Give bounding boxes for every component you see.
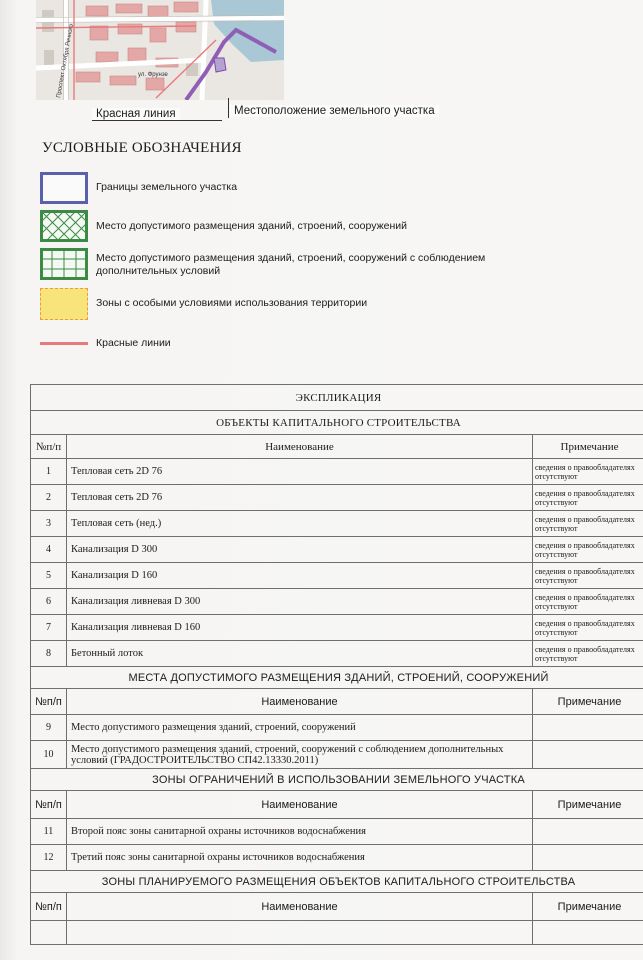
row-number: 5 — [31, 563, 67, 589]
section-title: ОБЪЕКТЫ КАПИТАЛЬНОГО СТРОИТЕЛЬСТВА — [31, 411, 643, 435]
table-row — [31, 641, 643, 667]
legend-title: УСЛОВНЫЕ ОБОЗНАЧЕНИЯ — [42, 140, 242, 156]
col-header-number: №п/п — [31, 893, 67, 921]
row-name: Канализация D 300 — [67, 537, 533, 563]
plot-boundary-swatch — [40, 172, 88, 204]
row-name: Третий пояс зоны санитарной охраны источников водоснабжения — [67, 845, 533, 871]
col-header-name: Наименование — [67, 791, 533, 819]
section-title: ЗОНЫ ОГРАНИЧЕНИЙ В ИСПОЛЬЗОВАНИИ ЗЕМЕЛЬНОГО УЧАСТКА — [31, 769, 643, 791]
row-name — [67, 921, 533, 945]
table-row — [31, 615, 643, 641]
map-excerpt — [36, 0, 284, 100]
row-note: сведения о правообладателях отсутствуют — [533, 459, 643, 485]
row-number: 11 — [31, 819, 67, 845]
row-note — [533, 741, 643, 769]
col-header-number: №п/п — [31, 689, 67, 715]
table-title: ЭКСПЛИКАЦИЯ — [31, 385, 643, 411]
row-note — [533, 715, 643, 741]
row-number: 8 — [31, 641, 67, 667]
row-note: сведения о правообладателях отсутствуют — [533, 563, 643, 589]
row-number: 12 — [31, 845, 67, 871]
table-row — [31, 485, 643, 511]
col-header-note: Примечание — [533, 893, 643, 921]
row-name: Канализация ливневая D 160 — [67, 615, 533, 641]
col-header-note: Примечание — [533, 435, 643, 459]
col-header-name: Наименование — [67, 435, 533, 459]
table-row — [31, 921, 643, 945]
row-number: 10 — [31, 741, 67, 769]
crosshatch-swatch — [40, 210, 88, 242]
row-note: сведения о правообладателях отсутствуют — [533, 537, 643, 563]
row-note — [533, 921, 643, 945]
map-image — [36, 0, 284, 100]
row-name: Канализация D 160 — [67, 563, 533, 589]
explication-table — [30, 384, 643, 945]
legend-label: Зоны с особыми условиями использования территории — [96, 297, 368, 309]
row-number: 1 — [31, 459, 67, 485]
col-header-number: №п/п — [31, 435, 67, 459]
row-name: Второй пояс зоны санитарной охраны источников водоснабжения — [67, 819, 533, 845]
map-street-label-1: ул. Фрунзе — [138, 72, 168, 78]
table-row — [31, 589, 643, 615]
row-note — [533, 845, 643, 871]
row-name: Канализация ливневая D 300 — [67, 589, 533, 615]
callout-line-red — [92, 120, 222, 121]
table-row — [31, 459, 643, 485]
grid-swatch — [40, 248, 88, 280]
section-title: МЕСТА ДОПУСТИМОГО РАЗМЕЩЕНИЯ ЗДАНИЙ, СТРОЕНИЙ, СООРУЖЕНИЙ — [31, 667, 643, 689]
row-name: Тепловая сеть (нед.) — [67, 511, 533, 537]
table-row — [31, 563, 643, 589]
callout-red-line: Красная линия — [92, 108, 180, 120]
table-row — [31, 819, 643, 845]
table-row — [31, 715, 643, 741]
zone-swatch — [40, 288, 88, 320]
row-name: Тепловая сеть 2D 76 — [67, 485, 533, 511]
callout-line-location — [228, 98, 229, 118]
col-header-name: Наименование — [67, 689, 533, 715]
col-header-note: Примечание — [533, 689, 643, 715]
table-row — [31, 537, 643, 563]
row-name: Тепловая сеть 2D 76 — [67, 459, 533, 485]
row-number: 9 — [31, 715, 67, 741]
col-header-note: Примечание — [533, 791, 643, 819]
row-number: 2 — [31, 485, 67, 511]
red-line-swatch — [40, 342, 88, 345]
row-note — [533, 819, 643, 845]
legend-label: Границы земельного участка — [96, 181, 238, 193]
legend-label: Красные линии — [96, 337, 171, 349]
row-number: 4 — [31, 537, 67, 563]
col-header-name: Наименование — [67, 893, 533, 921]
table-row — [31, 845, 643, 871]
row-name: Место допустимого размещения зданий, строений, сооружений с соблюдением дополнительных условий (ГРАДОСТРОИТЕЛЬСТВО СП42.13330.2011) — [67, 741, 533, 769]
table-row — [31, 741, 643, 769]
legend-label: Место допустимого размещения зданий, строений, сооружений с соблюдением дополнительных условий — [96, 252, 486, 277]
row-note: сведения о правообладателях отсутствуют — [533, 641, 643, 667]
table-row — [31, 511, 643, 537]
row-name: Бетонный лоток — [67, 641, 533, 667]
row-note: сведения о правообладателях отсутствуют — [533, 511, 643, 537]
row-number: 7 — [31, 615, 67, 641]
row-number: 6 — [31, 589, 67, 615]
callout-location: Местоположение земельного участка — [230, 105, 439, 117]
row-note: сведения о правообладателях отсутствуют — [533, 485, 643, 511]
row-note: сведения о правообладателях отсутствуют — [533, 589, 643, 615]
section-title: ЗОНЫ ПЛАНИРУЕМОГО РАЗМЕЩЕНИЯ ОБЪЕКТОВ КАПИТАЛЬНОГО СТРОИТЕЛЬСТВА — [31, 871, 643, 893]
row-note: сведения о правообладателях отсутствуют — [533, 615, 643, 641]
legend-label: Место допустимого размещения зданий, строений, сооружений — [96, 220, 407, 232]
row-number — [31, 921, 67, 945]
col-header-number: №п/п — [31, 791, 67, 819]
row-name: Место допустимого размещения зданий, строений, сооружений — [67, 715, 533, 741]
map-street-label-2: Проспект Октября Речного — [56, 23, 75, 99]
row-number: 3 — [31, 511, 67, 537]
